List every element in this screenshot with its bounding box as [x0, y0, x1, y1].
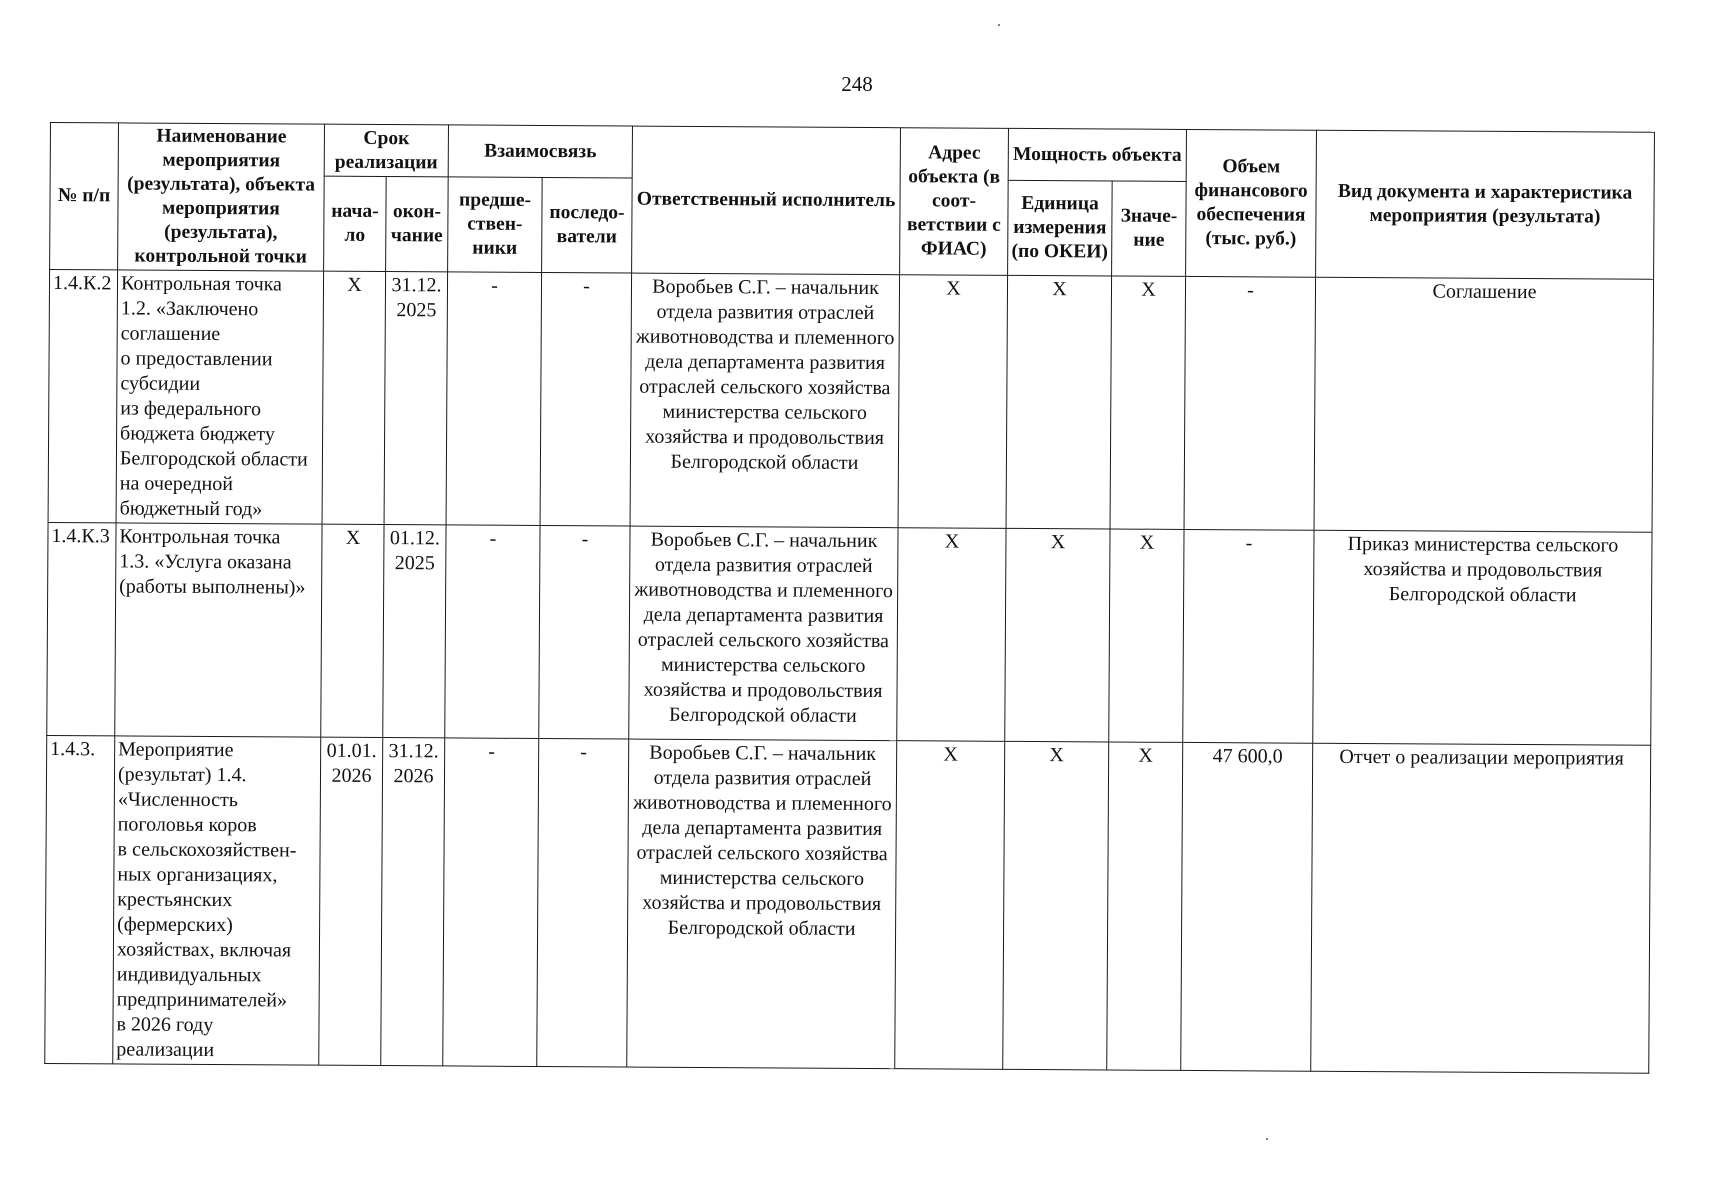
- row-num: 1.4.К.3: [47, 522, 116, 735]
- table-row: [48, 270, 1654, 533]
- row-unit: X: [1006, 275, 1112, 529]
- row-successors: -: [537, 738, 629, 1067]
- row-value: X: [1110, 276, 1186, 529]
- row-address: X: [898, 275, 1008, 529]
- row-predecessors: -: [445, 525, 540, 739]
- page-number: 248: [841, 72, 873, 96]
- row-end: 31.12. 2025: [384, 272, 448, 525]
- row-funding: -: [1183, 529, 1314, 743]
- header-term-start: нача-ло: [324, 177, 387, 272]
- row-value: X: [1109, 529, 1184, 742]
- row-unit: X: [1005, 528, 1110, 742]
- row-name: Контрольная точка 1.2. «Заключено соглашение о предоставлении субсидии из федерального бюджета бюджету Белгородской области на очередной бюджетный год»: [116, 270, 324, 524]
- row-doc: Соглашение: [1314, 277, 1654, 532]
- header-successors: последо-ватели: [542, 178, 633, 273]
- row-num: 1.4.3.: [45, 735, 115, 1063]
- row-value: X: [1107, 742, 1183, 1070]
- row-executor: Воробьев С.Г. – начальник отдела развития отраслей животноводства и племенного дела департамента развития отраслей сельского хозяйства министерства сельского хозяйства и продовольствия Белгородской области: [629, 526, 898, 741]
- header-num: № п/п: [50, 123, 119, 270]
- row-successors: -: [540, 273, 632, 527]
- row-executor: Воробьев С.Г. – начальник отдела развития отраслей животноводства и племенного дела департамента развития отраслей сельского хозяйства министерства сельского хозяйства и продовольствия Белгородской области: [627, 739, 897, 1069]
- row-predecessors: -: [443, 738, 539, 1067]
- row-start: X: [322, 271, 386, 524]
- header-unit: Единица измерения (по ОКЕИ): [1008, 181, 1113, 276]
- table-row: [45, 735, 1651, 1073]
- row-end: 31.12. 2026: [381, 738, 445, 1066]
- row-executor: Воробьев С.Г. – начальник отдела развития отраслей животноводства и племенного дела департамента развития отраслей сельского хозяйства министерства сельского хозяйства и продовольствия Белгородской области: [630, 273, 900, 528]
- row-end: 01.12. 2025: [383, 525, 446, 738]
- row-address: X: [895, 741, 1005, 1070]
- header-value: Значе-ние: [1112, 181, 1187, 276]
- header-executor: Ответственный исполнитель: [632, 126, 901, 275]
- row-funding: 47 600,0: [1181, 742, 1313, 1071]
- header-funding: Объем финансового обеспечения (тыс. руб.): [1186, 129, 1317, 277]
- header-predecessors: предше-ствен-ники: [448, 177, 543, 272]
- row-start: X: [321, 524, 384, 737]
- row-doc: Приказ министерства сельского хозяйства и продовольствия Белгородской области: [1313, 530, 1652, 745]
- row-name: Контрольная точка 1.3. «Услуга оказана (работы выполнены)»: [115, 523, 322, 737]
- table-row: [47, 522, 1652, 745]
- plan-table-container: [44, 122, 1654, 1074]
- header-doc: Вид документа и характеристика мероприятия (результата): [1316, 130, 1655, 279]
- header-term-end: окон-чание: [386, 177, 449, 272]
- row-funding: -: [1184, 276, 1316, 530]
- row-predecessors: -: [446, 272, 542, 526]
- row-start: 01.01. 2026: [319, 737, 383, 1065]
- row-name: Мероприятие (результат) 1.4. «Численность поголовья коров в сельскохозяйствен- ных организациях, крестьянских (фермерских) хозяйствах, включая индивидуальных предпринимателей» в 2026 году реализации: [113, 736, 321, 1065]
- header-term: Срок реализации: [324, 124, 448, 177]
- row-unit: X: [1003, 741, 1109, 1070]
- scan-speck: [1266, 1138, 1268, 1140]
- header-name: Наименование мероприятия (результата), объекта мероприятия (результата), контрольной точки: [118, 123, 325, 271]
- row-successors: -: [539, 526, 630, 740]
- row-num: 1.4.К.2: [48, 270, 118, 523]
- row-address: X: [897, 528, 1006, 742]
- header-relation: Взаимосвязь: [448, 125, 632, 179]
- header-address: Адрес объекта (в соот-ветствии с ФИАС): [900, 128, 1009, 276]
- plan-table: [44, 122, 1655, 1074]
- header-capacity: Мощность объекта: [1008, 128, 1186, 182]
- scan-speck: [998, 24, 1000, 26]
- row-doc: Отчет о реализации мероприятия: [1311, 743, 1651, 1073]
